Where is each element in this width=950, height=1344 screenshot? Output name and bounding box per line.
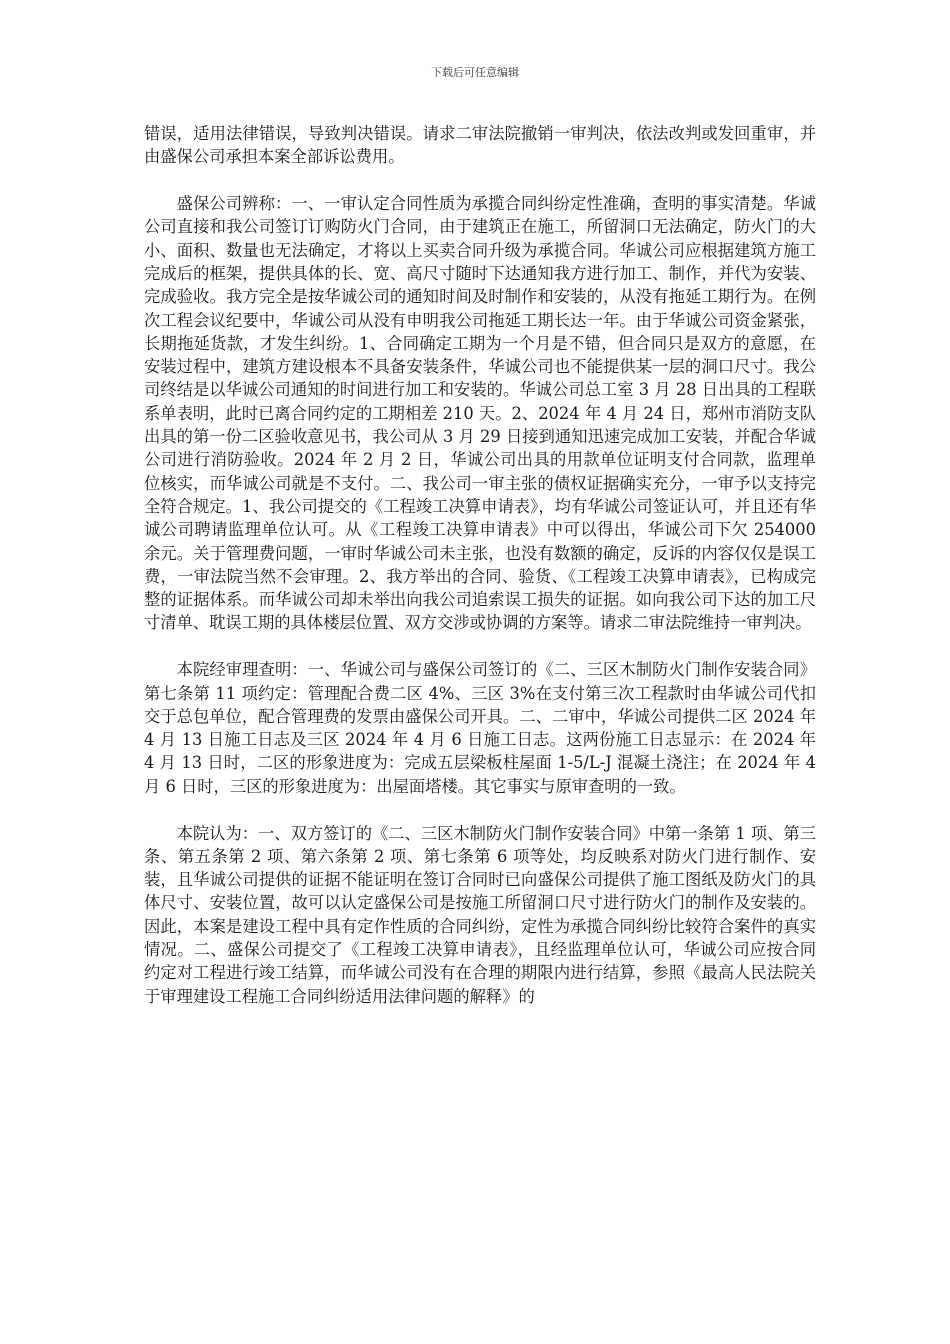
paragraph-1: 错误，适用法律错误，导致判决错误。请求二审法院撤销一审判决，依法改判或发回重审，并由盛保公司承担本案全部诉讼费用。 xyxy=(144,124,816,167)
paragraph-3: 本院经审理查明：一、华诚公司与盛保公司签订的《二、三区木制防火门制作安装合同》第七条第 11 项约定：管理配合费二区 4%、三区 3%在支付第三次工程款时由华诚公司代扣交于总包单位，配合管理费的发票由盛保公司开具。二、二审中，华诚公司提供二区 2024 年 4 月 13 日施工日志及三区 2024 年 4 月 6 日施工日志。这两份施工日志显示：在 2024 年 4 月 13 日时，二区的形象进度为：完成五层梁板柱屋面 1-5/L-J 混凝土浇注；在 2024 年 4 月 6 日时，三区的形象进度为：出屋面塔楼。其它事实与原审查明的一致。 xyxy=(144,660,816,796)
paragraph-4: 本院认为：一、双方签订的《二、三区木制防火门制作安装合同》中第一条第 1 项、第三条、第五条第 2 项、第六条第 2 项、第七条第 6 项等处，均反映系对防火门进行制作、安装，且华诚公司提供的证据不能证明在签订合同时已向盛保公司提供了施工图纸及防火门的具体尺寸、安装位置，故可以认定盛保公司是按施工所留洞口尺寸进行防火门的制作及安装的。因此，本案是建设工程中具有定作性质的合同纠纷，定性为承揽合同纠纷比较符合案件的真实情况。二、盛保公司提交了《工程竣工决算申请表》，且经监理单位认可，华诚公司应按合同约定对工程进行竣工结算，而华诚公司没有在合理的期限内进行结算，参照《最高人民法院关于审理建设工程施工合同纠纷适用法律问题的解释》的 xyxy=(144,823,816,1006)
page-header: 下载后可任意编辑 xyxy=(431,66,519,79)
document-body xyxy=(144,122,816,1008)
paragraph-2: 盛保公司辨称：一、一审认定合同性质为承揽合同纠纷定性准确，查明的事实清楚。华诚公司直接和我公司签订订购防火门合同，由于建筑正在施工，所留洞口无法确定，防火门的大小、面积、数量也无法确定，才将以上买卖合同升级为承揽合同。华诚公司应根据建筑方施工完成后的框架，提供具体的长、宽、高尺寸随时下达通知我方进行加工、制作，并代为安装、完成验收。我方完全是按华诚公司的通知时间及时制作和安装的，从没有拖延工期行为。在例次工程会议纪要中，华诚公司从没有申明我公司拖延工期长达一年。由于华诚公司资金紧张，长期拖延货款，才发生纠纷。1、合同确定工期为一个月是不错，但合同只是双方的意愿，在安装过程中，建筑方建设根本不具备安装条件，华诚公司也不能提供某一层的洞口尺寸。我公司终结是以华诚公司通知的时间进行加工和安装的。华诚公司总工室 3 月 28 日出具的工程联系单表明，此时已离合同约定的工期相差 210 天。2、2024 年 4 月 24 日，郑州市消防支队出具的第一份二区验收意见书，我公司从 3 月 29 日接到通知迅速完成加工安装，并配合华诚公司进行消防验收。2024 年 2 月 2 日，华诚公司出具的用款单位证明支付合同款，监理单位核实，而华诚公司就是不支付。二、我公司一审主张的债权证据确实充分，一审予以支持完全符合规定。1、我公司提交的《工程竣工决算申请表》，均有华诚公司签证认可，并且还有华诚公司聘请监理单位认可。从《工程竣工决算申请表》中可以得出，华诚公司下欠 254000 余元。关于管理费问题，一审时华诚公司未主张，也没有数额的确定，反诉的内容仅仅是误工费，一审法院当然不会审理。2、我方举出的合同、验货、《工程竣工决算申请表》，已构成完整的证据体系。而华诚公司却未举出向我公司追索误工损失的证据。如向我公司下达的加工尺寸清单、耽误工期的具体楼层位置、双方交涉或协调的方案等。请求二审法院维持一审判决。 xyxy=(144,194,816,633)
